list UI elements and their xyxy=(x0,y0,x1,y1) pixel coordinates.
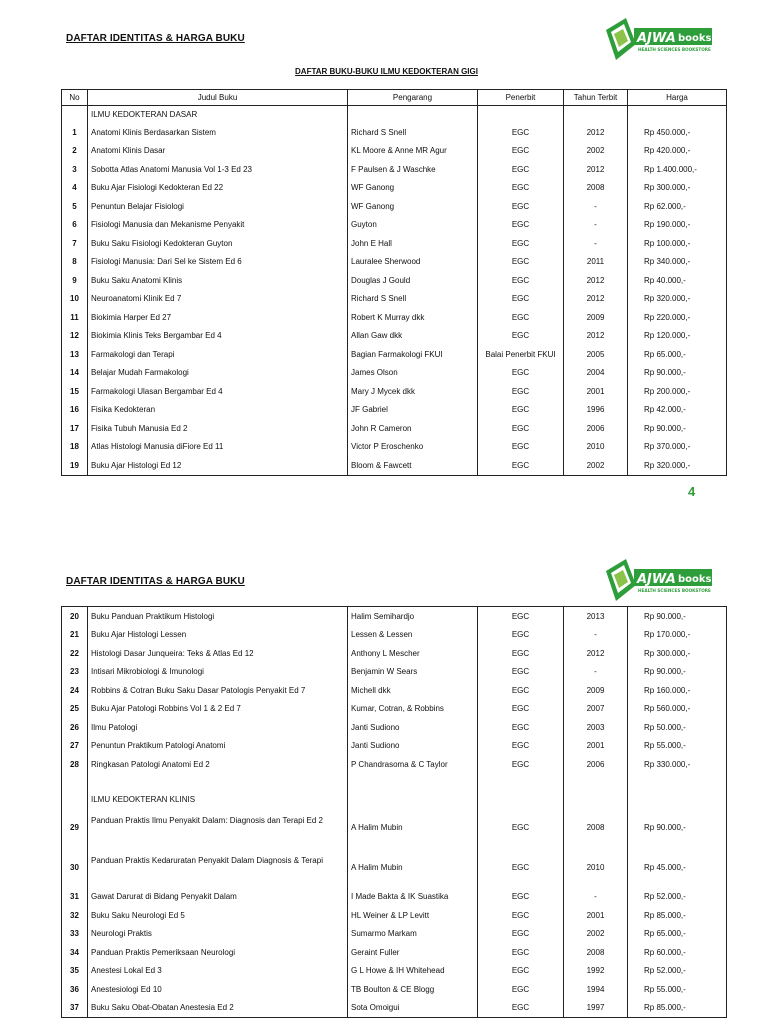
page-number: 4 xyxy=(688,484,696,499)
cell-penerbit: EGC xyxy=(478,700,564,719)
cell-pengarang: HL Weiner & LP Levitt xyxy=(348,906,478,925)
cell-pengarang: Bloom & Fawcett xyxy=(348,456,478,475)
cell-no: 12 xyxy=(62,327,88,346)
cell-judul: Ringkasan Patologi Anatomi Ed 2 xyxy=(88,755,348,774)
cell-pengarang: John E Hall xyxy=(348,234,478,253)
cell-harga: Rp 190.000,- xyxy=(628,216,727,235)
table-row xyxy=(62,327,727,346)
cell-penerbit: EGC xyxy=(478,808,564,848)
logo-tagline: HEALTH SCIENCES BOOKSTORE xyxy=(638,588,711,593)
cell-no: 31 xyxy=(62,888,88,907)
cell-pengarang: Allan Gaw dkk xyxy=(348,327,478,346)
cell-no: 7 xyxy=(62,234,88,253)
cell-harga: Rp 1.400.000,- xyxy=(628,160,727,179)
table-row xyxy=(62,925,727,944)
cell-pengarang: Geraint Fuller xyxy=(348,943,478,962)
cell-harga: Rp 55.000,- xyxy=(628,737,727,756)
cell-no: 5 xyxy=(62,197,88,216)
table-row xyxy=(62,438,727,457)
cell-harga: Rp 55.000,- xyxy=(628,980,727,999)
cell-no: 27 xyxy=(62,737,88,756)
table-row xyxy=(62,345,727,364)
table-row xyxy=(62,737,727,756)
cell-no: 20 xyxy=(62,607,88,626)
cell-penerbit: EGC xyxy=(478,456,564,475)
cell-penerbit: EGC xyxy=(478,962,564,981)
document-title: DAFTAR IDENTITAS & HARGA BUKU xyxy=(66,33,245,44)
table-subtitle: DAFTAR BUKU-BUKU ILMU KEDOKTERAN GIGI xyxy=(295,67,478,76)
table-row xyxy=(62,419,727,438)
cell-tahun: 2012 xyxy=(564,327,628,346)
cell-tahun: - xyxy=(564,663,628,682)
cell-no: 35 xyxy=(62,962,88,981)
cell-penerbit: EGC xyxy=(478,718,564,737)
cell-penerbit: EGC xyxy=(478,848,564,888)
cell-judul: Neurologi Praktis xyxy=(88,925,348,944)
cell-harga: Rp 560.000,- xyxy=(628,700,727,719)
cell-pengarang: P Chandrasoma & C Taylor xyxy=(348,755,478,774)
cell-tahun: 2009 xyxy=(564,308,628,327)
cell-harga: Rp 85.000,- xyxy=(628,999,727,1018)
cell-tahun: 1996 xyxy=(564,401,628,420)
table-row xyxy=(62,644,727,663)
cell-pengarang: A Halim Mubin xyxy=(348,848,478,888)
cell-tahun: 2004 xyxy=(564,364,628,383)
header-penerbit: Penerbit xyxy=(478,90,564,106)
cell-penerbit: EGC xyxy=(478,663,564,682)
cell-no: 25 xyxy=(62,700,88,719)
cell-tahun: 2010 xyxy=(564,438,628,457)
cell-pengarang: James Olson xyxy=(348,364,478,383)
cell-judul: Intisari Mikrobiologi & Imunologi xyxy=(88,663,348,682)
cell-judul: Buku Panduan Praktikum Histologi xyxy=(88,607,348,626)
section-row xyxy=(62,791,727,808)
cell-penerbit: EGC xyxy=(478,644,564,663)
cell-no: 26 xyxy=(62,718,88,737)
cell-judul: Buku Saku Fisiologi Kedokteran Guyton xyxy=(88,234,348,253)
ajwa-books-logo xyxy=(602,16,714,66)
cell-judul: Buku Saku Neurologi Ed 5 xyxy=(88,906,348,925)
cell-tahun: 2007 xyxy=(564,700,628,719)
cell-tahun: - xyxy=(564,888,628,907)
cell-tahun: 2006 xyxy=(564,755,628,774)
cell-tahun: 2010 xyxy=(564,848,628,888)
cell-harga: Rp 85.000,- xyxy=(628,906,727,925)
section-label: ILMU KEDOKTERAN KLINIS xyxy=(88,791,348,808)
table-row xyxy=(62,681,727,700)
cell-harga: Rp 42.000,- xyxy=(628,401,727,420)
cell-no: 32 xyxy=(62,906,88,925)
cell-judul: Fisiologi Manusia dan Mekanisme Penyakit xyxy=(88,216,348,235)
logo-brand-text: AJWA xyxy=(637,31,676,46)
cell-penerbit: EGC xyxy=(478,234,564,253)
cell-tahun: 2003 xyxy=(564,718,628,737)
cell-harga: Rp 320.000,- xyxy=(628,290,727,309)
table-row xyxy=(62,401,727,420)
cell-no: 14 xyxy=(62,364,88,383)
cell-pengarang: Sumarmo Markam xyxy=(348,925,478,944)
table-row xyxy=(62,700,727,719)
table-row xyxy=(62,718,727,737)
cell-penerbit: EGC xyxy=(478,626,564,645)
cell-tahun: 2011 xyxy=(564,253,628,272)
cell-pengarang: F Paulsen & J Waschke xyxy=(348,160,478,179)
cell-judul: Panduan Praktis Kedaruratan Penyakit Dalam Diagnosis & Terapi xyxy=(88,848,348,888)
cell-tahun: - xyxy=(564,216,628,235)
header-tahun: Tahun Terbit xyxy=(564,90,628,106)
cell-harga: Rp 300.000,- xyxy=(628,179,727,198)
cell-tahun: - xyxy=(564,234,628,253)
cell-pengarang: Bagian Farmakologi FKUI xyxy=(348,345,478,364)
table-row xyxy=(62,382,727,401)
cell-no: 17 xyxy=(62,419,88,438)
cell-tahun: 2012 xyxy=(564,123,628,142)
cell-judul: Penuntun Belajar Fisiologi xyxy=(88,197,348,216)
cell-pengarang: Richard S Snell xyxy=(348,123,478,142)
cell-judul: Histologi Dasar Junqueira: Teks & Atlas Ed 12 xyxy=(88,644,348,663)
cell-tahun: 2012 xyxy=(564,644,628,663)
cell-pengarang: Richard S Snell xyxy=(348,290,478,309)
cell-penerbit: EGC xyxy=(478,179,564,198)
cell-pengarang: WF Ganong xyxy=(348,179,478,198)
table-row xyxy=(62,626,727,645)
cell-penerbit: Balai Penerbit FKUI xyxy=(478,345,564,364)
cell-tahun: 2002 xyxy=(564,142,628,161)
cell-harga: Rp 45.000,- xyxy=(628,848,727,888)
cell-pengarang: Robert K Murray dkk xyxy=(348,308,478,327)
cell-pengarang: Halim Semihardjo xyxy=(348,607,478,626)
section-row xyxy=(62,106,727,124)
cell-penerbit: EGC xyxy=(478,980,564,999)
cell-pengarang: Sota Omoigui xyxy=(348,999,478,1018)
cell-penerbit: EGC xyxy=(478,308,564,327)
cell-judul: Neuroanatomi Klinik Ed 7 xyxy=(88,290,348,309)
cell-harga: Rp 65.000,- xyxy=(628,345,727,364)
cell-no: 28 xyxy=(62,755,88,774)
cell-pengarang: Kumar, Cotran, & Robbins xyxy=(348,700,478,719)
cell-pengarang: Victor P Eroschenko xyxy=(348,438,478,457)
cell-harga: Rp 90.000,- xyxy=(628,607,727,626)
header-harga: Harga xyxy=(628,90,727,106)
table-row xyxy=(62,234,727,253)
cell-pengarang: Mary J Mycek dkk xyxy=(348,382,478,401)
cell-judul: Buku Ajar Patologi Robbins Vol 1 & 2 Ed 7 xyxy=(88,700,348,719)
cell-harga: Rp 90.000,- xyxy=(628,808,727,848)
cell-no: 19 xyxy=(62,456,88,475)
cell-tahun: 2013 xyxy=(564,607,628,626)
table-header-row xyxy=(62,90,727,106)
cell-harga: Rp 300.000,- xyxy=(628,644,727,663)
cell-tahun: 2012 xyxy=(564,160,628,179)
cell-no: 6 xyxy=(62,216,88,235)
cell-no: 33 xyxy=(62,925,88,944)
cell-penerbit: EGC xyxy=(478,216,564,235)
cell-penerbit: EGC xyxy=(478,123,564,142)
cell-penerbit: EGC xyxy=(478,271,564,290)
cell-tahun: 2008 xyxy=(564,179,628,198)
cell-pengarang: Anthony L Mescher xyxy=(348,644,478,663)
cell-penerbit: EGC xyxy=(478,290,564,309)
cell-judul: Buku Ajar Histologi Lessen xyxy=(88,626,348,645)
cell-no: 22 xyxy=(62,644,88,663)
table-row xyxy=(62,980,727,999)
cell-judul: Ilmu Patologi xyxy=(88,718,348,737)
table-row xyxy=(62,290,727,309)
cell-no: 34 xyxy=(62,943,88,962)
cell-pengarang: Janti Sudiono xyxy=(348,718,478,737)
table-row xyxy=(62,888,727,907)
table-row xyxy=(62,962,727,981)
cell-pengarang: Benjamin W Sears xyxy=(348,663,478,682)
cell-tahun: 2012 xyxy=(564,271,628,290)
cell-harga: Rp 52.000,- xyxy=(628,888,727,907)
cell-harga: Rp 90.000,- xyxy=(628,419,727,438)
cell-harga: Rp 62.000,- xyxy=(628,197,727,216)
cell-pengarang: G L Howe & IH Whitehead xyxy=(348,962,478,981)
cell-judul: Belajar Mudah Farmakologi xyxy=(88,364,348,383)
cell-no: 21 xyxy=(62,626,88,645)
cell-pengarang: Michell dkk xyxy=(348,681,478,700)
cell-no: 30 xyxy=(62,848,88,888)
logo-tagline: HEALTH SCIENCES BOOKSTORE xyxy=(638,47,711,52)
header-pengarang: Pengarang xyxy=(348,90,478,106)
header-no: No xyxy=(62,90,88,106)
cell-no: 4 xyxy=(62,179,88,198)
cell-penerbit: EGC xyxy=(478,755,564,774)
table-row xyxy=(62,808,727,848)
table-row xyxy=(62,999,727,1018)
cell-no: 18 xyxy=(62,438,88,457)
table-row xyxy=(62,943,727,962)
cell-no: 16 xyxy=(62,401,88,420)
cell-no: 11 xyxy=(62,308,88,327)
cell-judul: Biokimia Klinis Teks Bergambar Ed 4 xyxy=(88,327,348,346)
ajwa-books-logo-page2 xyxy=(602,557,714,607)
table-row xyxy=(62,123,727,142)
cell-judul: Anatomi Klinis Dasar xyxy=(88,142,348,161)
cell-penerbit: EGC xyxy=(478,925,564,944)
cell-no: 3 xyxy=(62,160,88,179)
header-judul: Judul Buku xyxy=(88,90,348,106)
table-row xyxy=(62,253,727,272)
cell-no: 24 xyxy=(62,681,88,700)
cell-tahun: 2008 xyxy=(564,808,628,848)
cell-penerbit: EGC xyxy=(478,906,564,925)
table-row xyxy=(62,663,727,682)
cell-tahun: 2001 xyxy=(564,737,628,756)
cell-tahun: - xyxy=(564,197,628,216)
cell-tahun: - xyxy=(564,626,628,645)
cell-harga: Rp 40.000,- xyxy=(628,271,727,290)
cell-pengarang: Lauralee Sherwood xyxy=(348,253,478,272)
cell-judul: Atlas Histologi Manusia diFiore Ed 11 xyxy=(88,438,348,457)
cell-no: 13 xyxy=(62,345,88,364)
cell-judul: Robbins & Cotran Buku Saku Dasar Patologis Penyakit Ed 7 xyxy=(88,681,348,700)
table-row xyxy=(62,607,727,626)
cell-no: 8 xyxy=(62,253,88,272)
cell-tahun: 2001 xyxy=(564,906,628,925)
cell-no: 10 xyxy=(62,290,88,309)
cell-tahun: 1997 xyxy=(564,999,628,1018)
cell-penerbit: EGC xyxy=(478,197,564,216)
cell-pengarang: JF Gabriel xyxy=(348,401,478,420)
cell-harga: Rp 370.000,- xyxy=(628,438,727,457)
cell-judul: Fisiologi Manusia: Dari Sel ke Sistem Ed 6 xyxy=(88,253,348,272)
cell-tahun: 1994 xyxy=(564,980,628,999)
cell-penerbit: EGC xyxy=(478,382,564,401)
cell-penerbit: EGC xyxy=(478,681,564,700)
cell-judul: Buku Saku Obat-Obatan Anestesia Ed 2 xyxy=(88,999,348,1018)
cell-harga: Rp 90.000,- xyxy=(628,663,727,682)
cell-penerbit: EGC xyxy=(478,401,564,420)
cell-penerbit: EGC xyxy=(478,943,564,962)
cell-no: 2 xyxy=(62,142,88,161)
cell-judul: Penuntun Praktikum Patologi Anatomi xyxy=(88,737,348,756)
cell-tahun: 2008 xyxy=(564,943,628,962)
cell-pengarang: A Halim Mubin xyxy=(348,808,478,848)
cell-tahun: 2005 xyxy=(564,345,628,364)
blank-row xyxy=(62,774,727,791)
cell-judul: Panduan Praktis Ilmu Penyakit Dalam: Diagnosis dan Terapi Ed 2 xyxy=(88,808,348,848)
cell-tahun: 2002 xyxy=(564,925,628,944)
cell-harga: Rp 450.000,- xyxy=(628,123,727,142)
cell-harga: Rp 340.000,- xyxy=(628,253,727,272)
cell-pengarang: WF Ganong xyxy=(348,197,478,216)
cell-pengarang: John R Cameron xyxy=(348,419,478,438)
cell-no: 36 xyxy=(62,980,88,999)
cell-penerbit: EGC xyxy=(478,364,564,383)
table-row xyxy=(62,848,727,888)
cell-no: 15 xyxy=(62,382,88,401)
cell-harga: Rp 420.000,- xyxy=(628,142,727,161)
logo-brand-text: AJWA xyxy=(637,572,676,587)
cell-judul: Buku Saku Anatomi Klinis xyxy=(88,271,348,290)
table-row xyxy=(62,308,727,327)
table-row xyxy=(62,216,727,235)
cell-penerbit: EGC xyxy=(478,327,564,346)
cell-harga: Rp 60.000,- xyxy=(628,943,727,962)
cell-harga: Rp 100.000,- xyxy=(628,234,727,253)
cell-no: 1 xyxy=(62,123,88,142)
cell-judul: Anatomi Klinis Berdasarkan Sistem xyxy=(88,123,348,142)
cell-no: 29 xyxy=(62,808,88,848)
cell-penerbit: EGC xyxy=(478,438,564,457)
cell-judul: Biokimia Harper Ed 27 xyxy=(88,308,348,327)
cell-tahun: 2012 xyxy=(564,290,628,309)
cell-no: 23 xyxy=(62,663,88,682)
table-row xyxy=(62,179,727,198)
cell-harga: Rp 50.000,- xyxy=(628,718,727,737)
cell-no: 37 xyxy=(62,999,88,1018)
cell-harga: Rp 170.000,- xyxy=(628,626,727,645)
logo-brand-suffix: books xyxy=(678,33,712,44)
cell-judul: Farmakologi Ulasan Bergambar Ed 4 xyxy=(88,382,348,401)
cell-harga: Rp 65.000,- xyxy=(628,925,727,944)
cell-harga: Rp 320.000,- xyxy=(628,456,727,475)
cell-judul: Farmakologi dan Terapi xyxy=(88,345,348,364)
cell-harga: Rp 330.000,- xyxy=(628,755,727,774)
cell-pengarang: KL Moore & Anne MR Agur xyxy=(348,142,478,161)
cell-tahun: 2009 xyxy=(564,681,628,700)
cell-harga: Rp 220.000,- xyxy=(628,308,727,327)
cell-judul: Panduan Praktis Pemeriksaan Neurologi xyxy=(88,943,348,962)
book-table-page2 xyxy=(61,606,727,1018)
cell-penerbit: EGC xyxy=(478,253,564,272)
cell-tahun: 2006 xyxy=(564,419,628,438)
cell-judul: Gawat Darurat di Bidang Penyakit Dalam xyxy=(88,888,348,907)
cell-no: 9 xyxy=(62,271,88,290)
cell-judul: Fisika Kedokteran xyxy=(88,401,348,420)
cell-pengarang: TB Boulton & CE Blogg xyxy=(348,980,478,999)
table-row xyxy=(62,906,727,925)
cell-harga: Rp 160.000,- xyxy=(628,681,727,700)
cell-tahun: 1992 xyxy=(564,962,628,981)
cell-judul: Sobotta Atlas Anatomi Manusia Vol 1-3 Ed 23 xyxy=(88,160,348,179)
cell-judul: Anestesiologi Ed 10 xyxy=(88,980,348,999)
cell-penerbit: EGC xyxy=(478,999,564,1018)
cell-penerbit: EGC xyxy=(478,142,564,161)
cell-harga: Rp 52.000,- xyxy=(628,962,727,981)
table-row xyxy=(62,142,727,161)
cell-harga: Rp 200.000,- xyxy=(628,382,727,401)
cell-penerbit: EGC xyxy=(478,607,564,626)
cell-harga: Rp 120.000,- xyxy=(628,327,727,346)
cell-tahun: 2001 xyxy=(564,382,628,401)
cell-penerbit: EGC xyxy=(478,888,564,907)
cell-judul: Anestesi Lokal Ed 3 xyxy=(88,962,348,981)
table-row xyxy=(62,364,727,383)
logo-brand-suffix: books xyxy=(678,574,712,585)
cell-tahun: 2002 xyxy=(564,456,628,475)
cell-penerbit: EGC xyxy=(478,737,564,756)
document-title-page2: DAFTAR IDENTITAS & HARGA BUKU xyxy=(66,576,245,587)
cell-penerbit: EGC xyxy=(478,160,564,179)
cell-judul: Buku Ajar Histologi Ed 12 xyxy=(88,456,348,475)
section-label: ILMU KEDOKTERAN DASAR xyxy=(88,106,348,124)
table-row xyxy=(62,755,727,774)
cell-pengarang: I Made Bakta & IK Suastika xyxy=(348,888,478,907)
cell-pengarang: Janti Sudiono xyxy=(348,737,478,756)
cell-judul: Fisika Tubuh Manusia Ed 2 xyxy=(88,419,348,438)
cell-pengarang: Guyton xyxy=(348,216,478,235)
book-table-page1 xyxy=(61,89,727,476)
cell-harga: Rp 90.000,- xyxy=(628,364,727,383)
cell-penerbit: EGC xyxy=(478,419,564,438)
cell-judul: Buku Ajar Fisiologi Kedokteran Ed 22 xyxy=(88,179,348,198)
table-row xyxy=(62,160,727,179)
cell-pengarang: Douglas J Gould xyxy=(348,271,478,290)
table-row xyxy=(62,271,727,290)
cell-pengarang: Lessen & Lessen xyxy=(348,626,478,645)
table-row xyxy=(62,197,727,216)
table-row xyxy=(62,456,727,475)
